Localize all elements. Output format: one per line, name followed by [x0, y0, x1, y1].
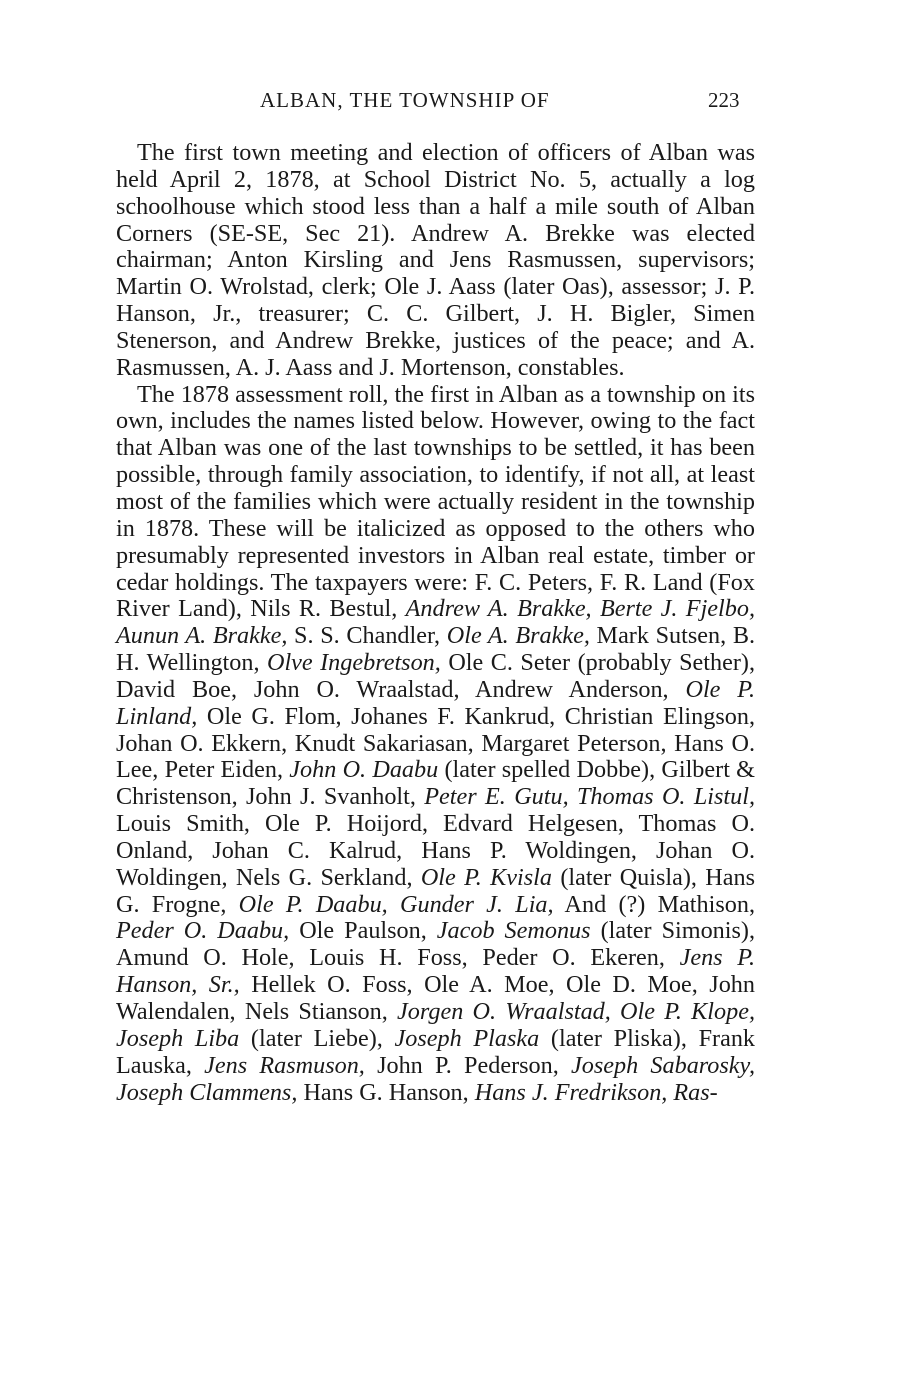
italic-text-segment: Joseph Sabarosky, Joseph Clammens,	[116, 1051, 755, 1106]
italic-text-segment: Jorgen O. Wraalstad, Ole P. Klope, Joseph Liba	[116, 998, 755, 1052]
text-segment: Louis Smith, Ole P. Hoijord, Edvard Helgesen, Thomas O. Onland, Johan C. Kalrud, Hans P. Woldingen, Johan O. Woldingen, Nels G. Serkland,	[116, 810, 755, 891]
text-segment: John P. Pederson,	[364, 1051, 572, 1079]
running-title: ALBAN, THE TOWNSHIP OF	[260, 88, 550, 112]
text-segment: Ole Paulson,	[289, 917, 437, 945]
text-segment: (later Pliska), Frank Lauska,	[116, 1024, 756, 1079]
italic-text-segment: John O. Daabu	[289, 756, 439, 784]
running-head	[0, 88, 900, 118]
italic-text-segment: Ole P. Daabu, Gunder J. Lia,	[238, 890, 554, 918]
text-segment: The first town meeting and election of officers of Alban was held April 2, 1878, at School District No. 5, actually a log schoolhouse which stood less than a half a mile south of Alban Corners (SE-SE, Sec 21). Andrew A. Brekke was elected chairman; Anton Kirsling and Jens Rasmussen, supervisors; Martin O. Wrolstad, clerk; Ole J. Aass (later Oas), assessor; J. P. Hanson, Jr., treasurer; C. C. Gilbert, J. H. Bigler, Simen Stenerson, and Andrew Brekke, justices of the peace; and A. Rasmussen, A. J. Aass and J. Mortenson, constables.	[116, 139, 755, 381]
italic-text-segment: Jacob Semonus	[436, 917, 591, 945]
italic-text-segment: Ole P. Linland,	[116, 675, 755, 730]
page-number: 223	[708, 88, 740, 112]
italic-text-segment: Olve Ingebretson,	[266, 649, 441, 677]
italic-text-segment: Joseph Plaska	[394, 1024, 540, 1052]
text-segment: And (?) Mathison,	[553, 890, 755, 918]
italic-text-segment: Andrew A. Brakke, Berte J. Fjelbo, Aunun A. Brakke,	[116, 595, 755, 650]
text-segment: (later Simonis), Amund O. Hole, Louis H. Foss, Peder O. Ekeren,	[116, 917, 756, 972]
body-text	[116, 140, 755, 1106]
text-segment: (later Liebe),	[239, 1024, 395, 1052]
paragraph	[116, 140, 755, 382]
italic-text-segment: Jens P. Hanson, Sr.,	[116, 944, 755, 999]
text-segment: Hellek O. Foss, Ole A. Moe, Ole D. Moe, John Walendalen, Nels Stianson,	[116, 971, 755, 1025]
text-segment: Hans G. Hanson,	[297, 1078, 475, 1106]
text-segment: S. S. Chandler,	[287, 622, 447, 650]
italic-text-segment: Hans J. Fredrikson, Ras-	[474, 1078, 718, 1106]
text-segment: The 1878 assessment roll, the first in Alban as a township on its own, includes the names listed below. However, owing to the fact that Alban was one of the last townships to be settled, it has been possible, through family association, to identify, if not all, at least most of the families which were actually resident in the township in 1878. These will be italicized as opposed to the others who presumably represented investors in Alban real estate, timber or cedar holdings. The taxpayers were: F. C. Peters, F. R. Land (Fox River Land), Nils R. Bestul,	[116, 380, 755, 623]
italic-text-segment: Peter E. Gutu, Thomas O. Listul,	[424, 783, 755, 811]
text-segment: (later Quisla), Hans G. Frogne,	[116, 863, 755, 918]
italic-text-segment: Ole P. Kvisla	[420, 863, 552, 891]
italic-text-segment: Peder O. Daabu,	[116, 917, 290, 945]
text-segment: Mark Sutsen, B. H. Wellington,	[116, 622, 755, 677]
text-segment: (later spelled Dobbe), Gilbert & Christenson, John J. Svanholt,	[116, 756, 755, 811]
text-segment: Ole G. Flom, Johanes F. Kankrud, Christian Elingson, Johan O. Ekkern, Knudt Sakariasan, Margaret Peterson, Hans O. Lee, Peter Eiden,	[116, 702, 755, 784]
text-segment: Ole C. Seter (probably Sether), David Boe, John O. Wraalstad, Andrew Anderson,	[116, 649, 755, 703]
italic-text-segment: Jens Rasmuson,	[204, 1051, 365, 1079]
italic-text-segment: Ole A. Brakke,	[446, 622, 590, 650]
paragraph	[116, 382, 755, 1107]
